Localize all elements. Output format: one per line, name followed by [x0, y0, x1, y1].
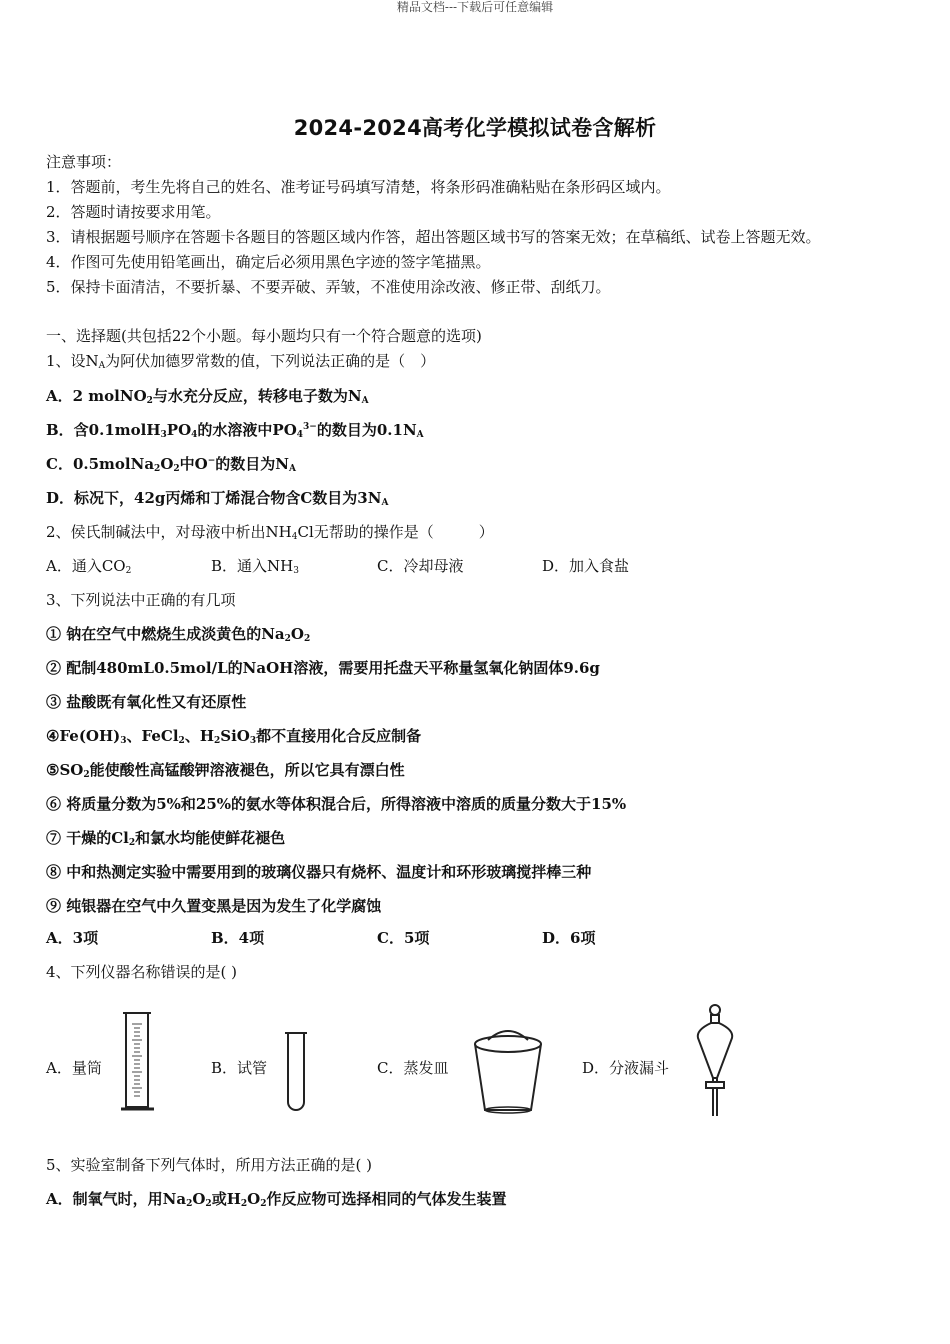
note-item-2: 2．答题时请按要求用笔。 [46, 203, 221, 221]
question-4-option-a: A．量筒 [46, 1059, 102, 1077]
question-4-option-c: C．蒸发皿 [377, 1059, 449, 1077]
question-3-option-a: A．3项 [46, 929, 99, 947]
test-tube-figure [282, 1030, 310, 1114]
question-3-statement-6: ⑥ 将质量分数为5%和25%的氨水等体积混合后，所得溶液中溶质的质量分数大于15% [46, 795, 627, 813]
question-2-option-c: C．冷却母液 [377, 557, 464, 575]
section-heading: 一、选择题(共包括22个小题。每小题均只有一个符合题意的选项) [46, 327, 482, 345]
note-item-4: 4．作图可先使用铅笔画出，确定后必须用黑色字迹的签字笔描黑。 [46, 253, 491, 271]
question-4-option-b: B．试管 [211, 1059, 268, 1077]
question-5-option-a: A．制氧气时，用$Na_2O_2$或$H_2O_2$作反应物可选择相同的气体发生装置 [46, 1190, 507, 1209]
notes-heading: 注意事项： [46, 153, 122, 171]
question-1-option-a: A．2 molNO$_2$与水充分反应，转移电子数为$N_A$ [46, 387, 369, 406]
evaporating-dish-figure [468, 1024, 548, 1116]
question-3-statement-9: ⑨ 纯银器在空气中久置变黑是因为发生了化学腐蚀 [46, 897, 382, 915]
question-3-stem: 3、下列说法中正确的有几项 [46, 591, 236, 609]
question-2-option-a: A．通入$CO_2$ [46, 557, 132, 576]
question-3-statement-4: $④Fe(OH)_3$、FeCl$_2$、$H_2SiO_3$都不直接用化合反应制备 [46, 727, 422, 746]
question-1-option-d: D．标况下，42g丙烯和丁烯混合物含C数目为$3N_A$ [46, 489, 389, 508]
note-item-3: 3．请根据题号顺序在答题卡各题目的答题区域内作答，超出答题区域书写的答案无效；在草稿纸、试卷上答题无效。 [46, 228, 821, 246]
question-2-option-d: D．加入食盐 [542, 557, 630, 575]
question-3-option-b: B．4项 [211, 929, 265, 947]
note-item-5: 5．保持卡面清洁，不要折暴、不要弄破、弄皱，不准使用涂改液、修正带、刮纸刀。 [46, 278, 611, 296]
page-header-watermark: 精品文档---下载后可任意编辑 [396, 0, 554, 14]
graduated-cylinder-figure [118, 1010, 158, 1114]
question-4-option-d: D．分液漏斗 [582, 1059, 670, 1077]
page-title: 2024-2024高考化学模拟试卷含解析 [293, 116, 657, 140]
question-1-stem: 1、设$N_A$为阿伏加德罗常数的值，下列说法正确的是（ ） [46, 352, 436, 371]
question-1-option-b: B．含$0.1molH_3PO_4$的水溶液中$PO_4^{3-}$的数目为$0.1N_A$ [46, 421, 424, 440]
question-3-statement-8: ⑧ 中和热测定实验中需要用到的玻璃仪器只有烧杯、温度计和环形玻璃搅拌棒三种 [46, 863, 592, 881]
question-5-stem: 5、实验室制备下列气体时，所用方法正确的是( ) [46, 1156, 373, 1174]
question-3-statement-2: ② 配制480mL0.5mol/L的NaOH溶液，需要用托盘天平称量氢氧化钠固体9.6g [46, 659, 600, 677]
question-2-stem: 2、侯氏制碱法中，对母液中析出$NH_4Cl$无帮助的操作是（ ） [46, 523, 494, 542]
note-item-1: 1．答题前，考生先将自己的姓名、准考证号码填写清楚，将条形码准确粘贴在条形码区域内。 [46, 178, 671, 196]
question-3-option-d: D．6项 [542, 929, 596, 947]
question-1-option-c: C．$0.5molNa_2O_2$中O−的数目为$N_A$ [46, 455, 296, 474]
question-4-stem: 4、下列仪器名称错误的是( ) [46, 963, 238, 981]
question-2-option-b: B．通入$NH_3$ [211, 557, 299, 576]
question-3-statement-7: ⑦ 干燥的$Cl_2$和氯水均能使鲜花褪色 [46, 829, 286, 848]
question-3-option-c: C．5项 [377, 929, 430, 947]
question-3-statement-5: $⑤SO_2$能使酸性高锰酸钾溶液褪色，所以它具有漂白性 [46, 761, 405, 780]
question-3-statement-1: ① 钠在空气中燃烧生成淡黄色的$Na_2O_2$ [46, 625, 311, 644]
separatory-funnel-figure [692, 1002, 738, 1120]
question-3-statement-3: ③ 盐酸既有氧化性又有还原性 [46, 693, 247, 711]
